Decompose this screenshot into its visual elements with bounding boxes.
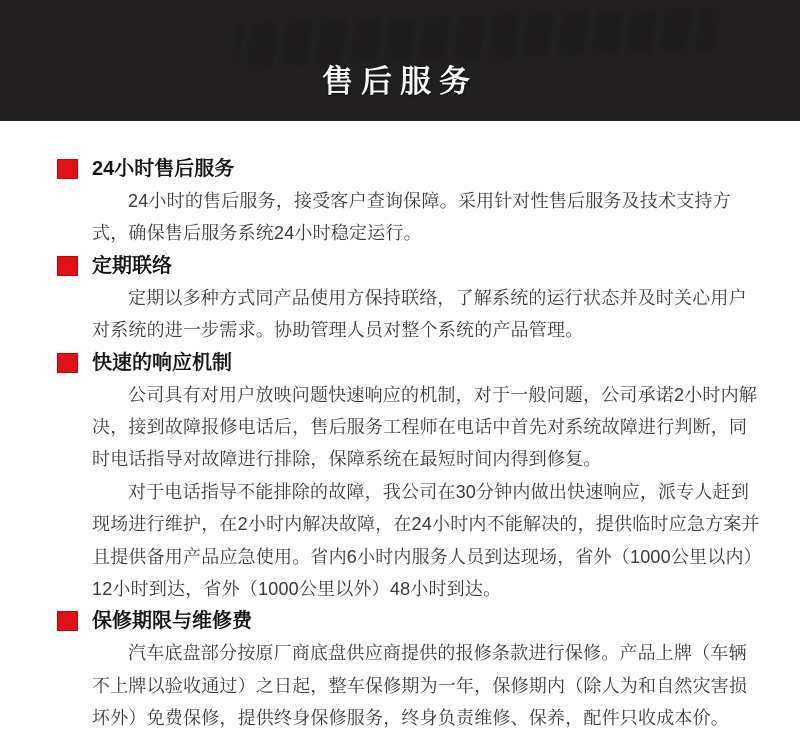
section-body [92, 637, 763, 734]
paragraph: 定期以多种方式同产品使用方保持联络，了解系统的运行状态并及时关心用户对系统的进一步需求。协助管理人员对整个系统的产品管理。 [92, 287, 747, 341]
paragraph: 公司具有对用户放映问题快速响应的机制，对于一般问题，公司承诺2小时内解决，接到故障报修电话后，售后服务工程师在电话中首先对系统故障进行判断，同时电话指导对故障进行排除，保障系统在最短时间内得到修复。 [92, 384, 758, 470]
red-square-bullet-icon [57, 256, 78, 276]
section-heading-row [57, 610, 763, 632]
red-square-bullet-icon [57, 353, 78, 373]
paragraph: 对于电话指导不能排除的故障，我公司在30分钟内做出快速响应，派专人赶到现场进行维护，在2小时内解决故障，在24小时内不能解决的，提供临时应急方案并且提供备用产品应急使用。省内6小时内服务人员到达现场，省外（1000公里以内）12小时到达，省外（1000公里以外）48小时到达。 [92, 481, 762, 600]
section-heading-row [57, 158, 763, 180]
page-header-banner [0, 0, 800, 121]
section-heading: 保修期限与维修费 [92, 610, 252, 633]
section-heading: 24小时售后服务 [92, 158, 235, 180]
section-heading-row [57, 255, 763, 277]
section-heading-row [57, 352, 763, 374]
section-body [92, 379, 763, 606]
section-heading: 快速的响应机制 [92, 351, 232, 374]
red-square-bullet-icon [57, 159, 78, 179]
content-area [0, 121, 800, 735]
section-body [92, 185, 763, 250]
section-body [92, 282, 763, 347]
section-warranty [57, 610, 763, 734]
section-heading: 定期联络 [92, 254, 172, 277]
red-square-bullet-icon [57, 611, 78, 631]
paragraph: 24小时的售后服务，接受客户查询保障。采用针对性售后服务及技术支持方式，确保售后服务系统24小时稳定运行。 [92, 191, 731, 244]
section-regular-contact [57, 255, 763, 347]
section-24h-service [57, 158, 763, 250]
paragraph: 汽车底盘部分按原厂商底盘供应商提供的报修条款进行保修。产品上牌（车辆不上牌以验收通过）之日起，整车保修期为一年，保修期内（除人为和自然灾害损坏外）免费保修，提供终身保修服务，终身负责维修、保养，配件只收成本价。 [92, 643, 748, 729]
page-title: 售后服务 [322, 64, 478, 99]
section-fast-response [57, 352, 763, 606]
